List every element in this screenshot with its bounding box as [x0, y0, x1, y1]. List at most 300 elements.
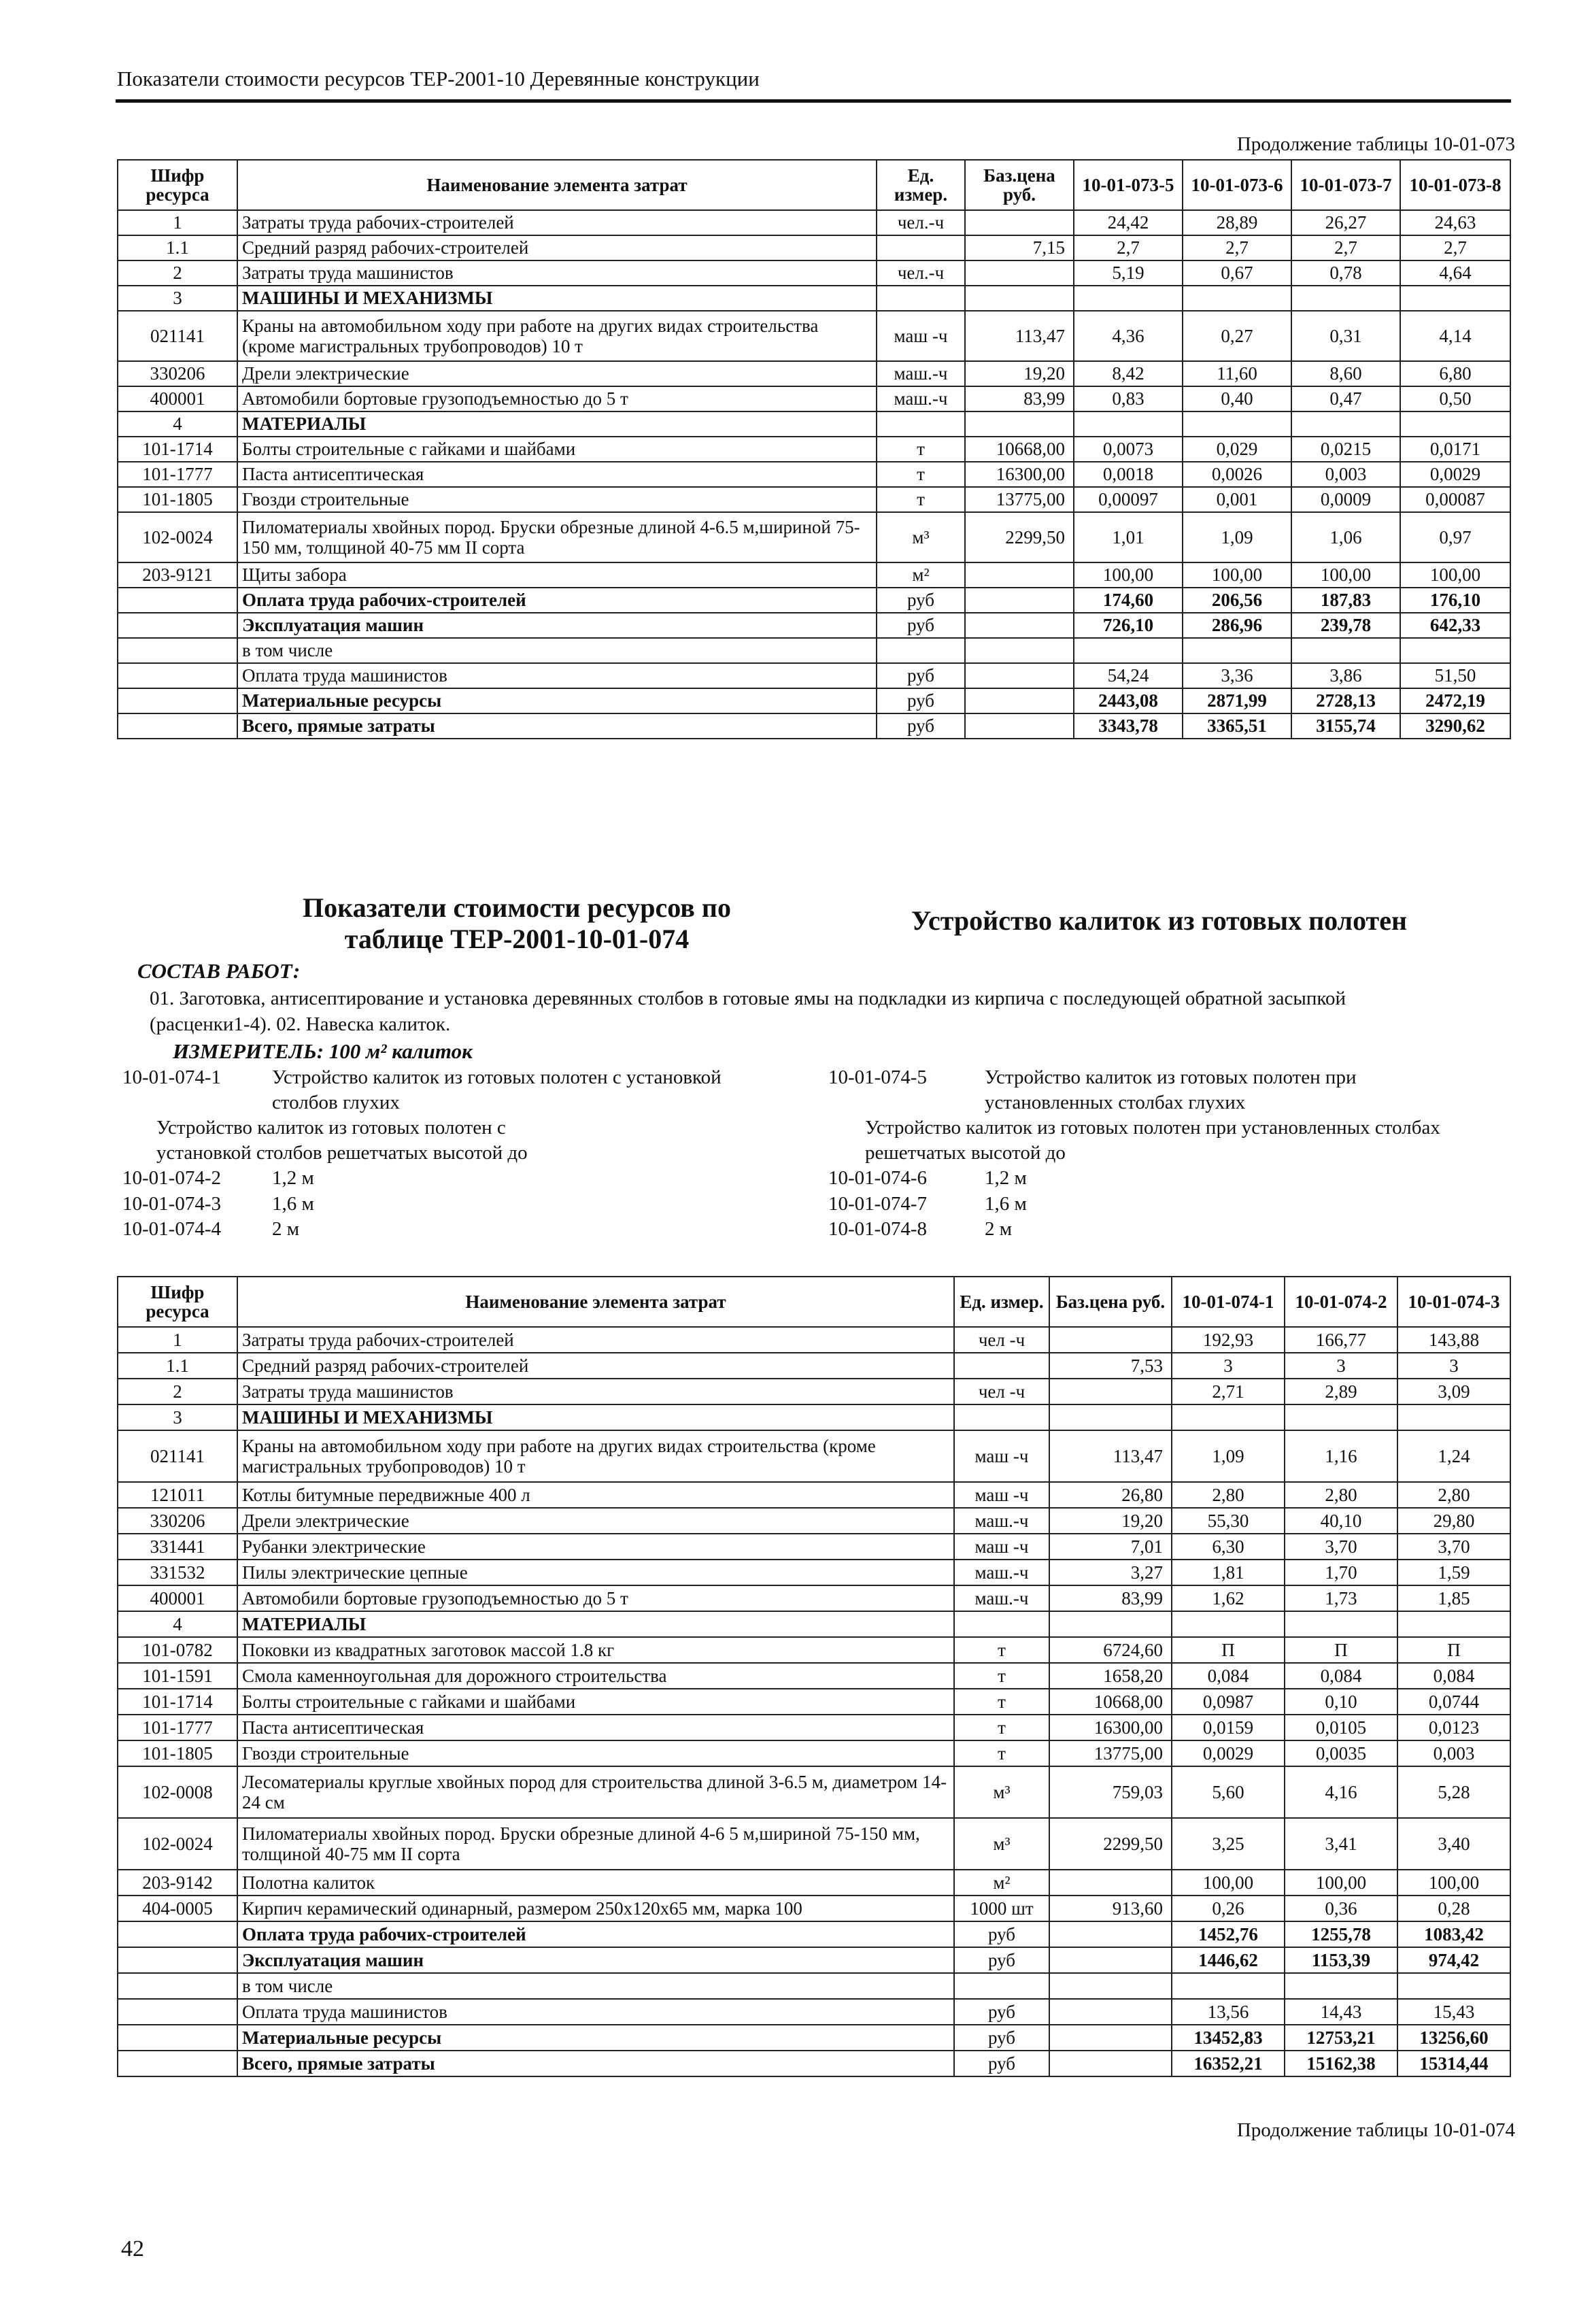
column-header: 10-01-073-6	[1183, 160, 1291, 210]
column-header: Наименование элемента затрат	[237, 160, 877, 210]
cell-base-price	[965, 688, 1074, 713]
cell-code: 331532	[118, 1560, 237, 1585]
table-row	[118, 1404, 1510, 1430]
cell-value	[1183, 286, 1291, 311]
section-title-right: Устройство калиток из готовых полотен	[911, 905, 1408, 936]
cell-value: 4,64	[1400, 260, 1510, 286]
norm-intro: Устройство калиток из готовых полотен с установкой столбов решетчатых высотой до	[156, 1117, 528, 1164]
cell-value: 3365,51	[1183, 713, 1291, 739]
cell-name: Дрели электрические	[237, 1508, 954, 1534]
cell-code: 331441	[118, 1534, 237, 1560]
cell-value: 1,85	[1397, 1585, 1510, 1611]
cell-value: 4,36	[1074, 311, 1183, 361]
cell-value: 4,14	[1400, 311, 1510, 361]
norm-code: 10-01-074-1	[122, 1066, 221, 1088]
cell-code: 404-0005	[118, 1896, 237, 1921]
table-row	[118, 1766, 1510, 1818]
table-row	[118, 1534, 1510, 1560]
cell-name: Пилы электрические цепные	[237, 1560, 954, 1585]
cell-base-price: 113,47	[965, 311, 1074, 361]
cell-base-price	[1049, 1947, 1172, 1973]
cell-code: 400001	[118, 1585, 237, 1611]
cell-code: 101-0782	[118, 1637, 237, 1663]
cell-base-price: 13775,00	[965, 487, 1074, 512]
cell-value: 1446,62	[1172, 1947, 1285, 1973]
cell-name: Рубанки электрические	[237, 1534, 954, 1560]
cell-value	[1183, 638, 1291, 663]
norm-code: 10-01-074-3	[122, 1192, 221, 1215]
cell-name: Дрели электрические	[237, 361, 877, 386]
table-row	[118, 1508, 1510, 1534]
cell-value: 3,36	[1183, 663, 1291, 688]
cell-value: 0,003	[1397, 1740, 1510, 1766]
table-row	[118, 1482, 1510, 1508]
cell-value: 15,43	[1397, 1999, 1510, 2025]
cell-value: 0,67	[1183, 260, 1291, 286]
page-number: 42	[121, 2236, 144, 2261]
cell-code: 101-1805	[118, 1740, 237, 1766]
table-row	[118, 1689, 1510, 1715]
table-row	[118, 613, 1510, 638]
cell-base-price	[965, 588, 1074, 613]
cell-unit	[954, 1611, 1049, 1637]
cell-name: Гвозди строительные	[237, 487, 877, 512]
cell-name: Гвозди строительные	[237, 1740, 954, 1766]
cell-unit: маш.-ч	[954, 1560, 1049, 1585]
table-row	[118, 1715, 1510, 1740]
cell-value: 1,06	[1291, 512, 1400, 562]
cell-value: 0,28	[1397, 1896, 1510, 1921]
cell-base-price	[965, 562, 1074, 588]
table-row	[118, 638, 1510, 663]
cell-unit: маш -ч	[954, 1430, 1049, 1482]
cell-code	[118, 1947, 237, 1973]
cell-value	[1397, 1611, 1510, 1637]
table-row	[118, 1637, 1510, 1663]
norm-code: 10-01-074-2	[122, 1167, 221, 1190]
cell-code: 101-1777	[118, 462, 237, 487]
cell-unit: м²	[877, 562, 965, 588]
norm-code: 10-01-074-6	[828, 1167, 927, 1190]
cell-base-price	[1049, 1404, 1172, 1430]
norm-text: Устройство калиток из готовых полотен с установкой столбов глухих	[272, 1066, 722, 1114]
cell-value: 0,0026	[1183, 462, 1291, 487]
cell-name: Пиломатериалы хвойных пород. Бруски обрезные длиной 4-6 5 м,шириной 75-150 мм, толщиной 40-75 мм II сорта	[237, 1818, 954, 1870]
cell-code: 1	[118, 210, 237, 235]
cell-code: 330206	[118, 1508, 237, 1534]
cell-name: Паста антисептическая	[237, 462, 877, 487]
norm-code: 10-01-074-7	[828, 1192, 927, 1215]
cell-value: 642,33	[1400, 613, 1510, 638]
cell-code: 102-0024	[118, 1818, 237, 1870]
cell-base-price: 913,60	[1049, 1896, 1172, 1921]
resource-table-074	[117, 1276, 1511, 2077]
cell-unit	[877, 235, 965, 260]
cell-value	[1172, 1973, 1285, 1999]
cell-name: Краны на автомобильном ходу при работе на других видах строительства (кроме магистральных трубопроводов) 10 т	[237, 311, 877, 361]
cell-value: 2472,19	[1400, 688, 1510, 713]
cell-base-price	[1049, 2025, 1172, 2051]
cell-value: 1083,42	[1397, 1921, 1510, 1947]
column-header: Наименование элемента затрат	[237, 1277, 954, 1327]
cell-value: 15162,38	[1285, 2051, 1397, 2076]
cell-base-price	[1049, 1973, 1172, 1999]
table-row	[118, 462, 1510, 487]
cell-value: 6,80	[1400, 361, 1510, 386]
cell-value: 5,60	[1172, 1766, 1285, 1818]
cell-value	[1074, 638, 1183, 663]
table-row	[118, 512, 1510, 562]
cell-value: 3343,78	[1074, 713, 1183, 739]
cell-base-price: 19,20	[1049, 1508, 1172, 1534]
cell-value: 3155,74	[1291, 713, 1400, 739]
cell-value: 3	[1397, 1353, 1510, 1379]
cell-value	[1183, 411, 1291, 437]
cell-value: 8,60	[1291, 361, 1400, 386]
cell-value: 100,00	[1183, 562, 1291, 588]
cell-value: 0,0029	[1400, 462, 1510, 487]
section-title-left: Показатели стоимости ресурсов по таблице ТЕР-2001-10-01-074	[303, 892, 731, 954]
table-row	[118, 1896, 1510, 1921]
cell-value: 24,42	[1074, 210, 1183, 235]
cell-value: 40,10	[1285, 1508, 1397, 1534]
table-row	[118, 386, 1510, 411]
norm-text: 1,2 м	[985, 1167, 1027, 1190]
cell-unit: т	[877, 487, 965, 512]
cell-value: 286,96	[1183, 613, 1291, 638]
cell-value: 1,16	[1285, 1430, 1397, 1482]
composition-text: 01. Заготовка, антисептирование и установка деревянных столбов в готовые ямы на подкладки из кирпича с последующей обратной засыпкой (расценки1-4). 02. Навеска калиток.	[150, 988, 1346, 1035]
cell-value: 2,71	[1172, 1379, 1285, 1404]
cell-unit: т	[877, 462, 965, 487]
cell-unit: чел.-ч	[877, 260, 965, 286]
column-header: 10-01-073-7	[1291, 160, 1400, 210]
cell-name: МАШИНЫ И МЕХАНИЗМЫ	[237, 1404, 954, 1430]
cell-name: Оплата труда машинистов	[237, 1999, 954, 2025]
cell-code: 101-1805	[118, 487, 237, 512]
cell-unit: руб	[877, 713, 965, 739]
cell-code	[118, 663, 237, 688]
cell-value: 13256,60	[1397, 2025, 1510, 2051]
column-header: Ед. измер.	[877, 160, 965, 210]
cell-name: Болты строительные с гайками и шайбами	[237, 1689, 954, 1715]
cell-code: 101-1714	[118, 437, 237, 462]
column-header: 10-01-074-1	[1172, 1277, 1285, 1327]
cell-base-price	[1049, 1611, 1172, 1637]
cell-value	[1400, 286, 1510, 311]
cell-value: 0,40	[1183, 386, 1291, 411]
cell-value: 726,10	[1074, 613, 1183, 638]
cell-value: 206,56	[1183, 588, 1291, 613]
cell-value: 26,27	[1291, 210, 1400, 235]
cell-value: 0,47	[1291, 386, 1400, 411]
cell-value: 55,30	[1172, 1508, 1285, 1534]
cell-base-price	[965, 713, 1074, 739]
cell-unit: т	[954, 1689, 1049, 1715]
table-header-row	[118, 1277, 1510, 1327]
cell-value: 0,0073	[1074, 437, 1183, 462]
table-row	[118, 1947, 1510, 1973]
cell-code	[118, 613, 237, 638]
cell-value: 1,09	[1183, 512, 1291, 562]
cell-value	[1074, 411, 1183, 437]
cell-base-price: 1658,20	[1049, 1663, 1172, 1689]
table-row	[118, 1379, 1510, 1404]
composition-label: СОСТАВ РАБОТ:	[137, 959, 301, 983]
table-row	[118, 1585, 1510, 1611]
norm-text: 1,6 м	[985, 1192, 1027, 1215]
column-header: Баз.цена руб.	[1049, 1277, 1172, 1327]
cell-code: 1.1	[118, 1353, 237, 1379]
table-row	[118, 411, 1510, 437]
measurement-label: ИЗМЕРИТЕЛЬ: 100 м² калиток	[173, 1039, 473, 1063]
table-row	[118, 437, 1510, 462]
cell-name: Средний разряд рабочих-строителей	[237, 1353, 954, 1379]
cell-name: Всего, прямые затраты	[237, 713, 877, 739]
cell-value: 100,00	[1074, 562, 1183, 588]
cell-unit	[877, 286, 965, 311]
cell-value	[1285, 1404, 1397, 1430]
cell-name: Паста антисептическая	[237, 1715, 954, 1740]
cell-value: 0,26	[1172, 1896, 1285, 1921]
cell-value	[1397, 1404, 1510, 1430]
cell-name: Автомобили бортовые грузоподъемностью до 5 т	[237, 1585, 954, 1611]
cell-name: Оплата труда машинистов	[237, 663, 877, 688]
cell-base-price	[965, 613, 1074, 638]
cell-value: 0,0744	[1397, 1689, 1510, 1715]
cell-unit: т	[954, 1663, 1049, 1689]
cell-unit: руб	[954, 1999, 1049, 2025]
cell-value: 100,00	[1291, 562, 1400, 588]
cell-name: МАТЕРИАЛЫ	[237, 411, 877, 437]
table-row	[118, 1740, 1510, 1766]
cell-code	[118, 2051, 237, 2076]
cell-base-price: 10668,00	[965, 437, 1074, 462]
cell-value: 0,084	[1285, 1663, 1397, 1689]
norm-text: 1,2 м	[272, 1167, 314, 1190]
cell-base-price: 759,03	[1049, 1766, 1172, 1818]
cell-value: 100,00	[1400, 562, 1510, 588]
cell-value: 0,0159	[1172, 1715, 1285, 1740]
column-header: Шифр ресурса	[118, 160, 237, 210]
cell-value	[1291, 286, 1400, 311]
cell-base-price	[1049, 1379, 1172, 1404]
cell-unit: руб	[877, 588, 965, 613]
cell-code: 101-1591	[118, 1663, 237, 1689]
cell-base-price: 113,47	[1049, 1430, 1172, 1482]
cell-value: 0,0035	[1285, 1740, 1397, 1766]
cell-base-price: 16300,00	[1049, 1715, 1172, 1740]
norm-intro: Устройство калиток из готовых полотен при установленных столбах решетчатых высотой до	[865, 1117, 1440, 1164]
table-row	[118, 311, 1510, 361]
cell-value: 3290,62	[1400, 713, 1510, 739]
cell-value: 0,0123	[1397, 1715, 1510, 1740]
cell-base-price: 83,99	[965, 386, 1074, 411]
cell-value: 0,0029	[1172, 1740, 1285, 1766]
cell-code: 102-0024	[118, 512, 237, 562]
cell-unit: руб	[877, 688, 965, 713]
cell-value: 5,28	[1397, 1766, 1510, 1818]
norm-list-left	[122, 1065, 755, 1242]
table-row	[118, 487, 1510, 512]
cell-value: 28,89	[1183, 210, 1291, 235]
cell-base-price	[1049, 1999, 1172, 2025]
norm-code: 10-01-074-4	[122, 1217, 221, 1240]
norm-list-right	[828, 1065, 1481, 1242]
cell-unit: т	[954, 1637, 1049, 1663]
continuation-note-top: Продолжение таблицы 10-01-073	[1236, 133, 1515, 155]
cell-value	[1074, 286, 1183, 311]
cell-code: 3	[118, 286, 237, 311]
table-row	[118, 1999, 1510, 2025]
cell-base-price	[1049, 1921, 1172, 1947]
cell-value: 3,25	[1172, 1818, 1285, 1870]
cell-code: 4	[118, 411, 237, 437]
cell-base-price: 26,80	[1049, 1482, 1172, 1508]
cell-base-price	[1049, 1870, 1172, 1896]
cell-unit: м³	[954, 1766, 1049, 1818]
cell-value	[1285, 1611, 1397, 1637]
cell-base-price: 7,53	[1049, 1353, 1172, 1379]
cell-unit: чел.-ч	[877, 210, 965, 235]
table-row	[118, 588, 1510, 613]
table-row	[118, 688, 1510, 713]
cell-unit: руб	[877, 663, 965, 688]
cell-value: 2871,99	[1183, 688, 1291, 713]
cell-name: Краны на автомобильном ходу при работе на других видах строительства (кроме магистральных трубопроводов) 10 т	[237, 1430, 954, 1482]
column-header: Баз.цена руб.	[965, 160, 1074, 210]
cell-name: Полотна калиток	[237, 1870, 954, 1896]
table-row	[118, 361, 1510, 386]
table-row	[118, 286, 1510, 311]
cell-value: 16352,21	[1172, 2051, 1285, 2076]
cell-name: Оплата труда рабочих-строителей	[237, 1921, 954, 1947]
cell-value: 0,084	[1172, 1663, 1285, 1689]
cell-value: 3,40	[1397, 1818, 1510, 1870]
cell-code	[118, 588, 237, 613]
cell-name: Материальные ресурсы	[237, 688, 877, 713]
cell-base-price	[965, 210, 1074, 235]
cell-value: 2,80	[1285, 1482, 1397, 1508]
cell-value: 0,27	[1183, 311, 1291, 361]
table-row	[118, 562, 1510, 588]
cell-value: 29,80	[1397, 1508, 1510, 1534]
cell-unit: руб	[954, 1947, 1049, 1973]
cell-value: П	[1285, 1637, 1397, 1663]
cell-unit: 1000 шт	[954, 1896, 1049, 1921]
cell-value: 100,00	[1285, 1870, 1397, 1896]
cell-value	[1285, 1973, 1397, 1999]
cell-value: 239,78	[1291, 613, 1400, 638]
cell-value: 974,42	[1397, 1947, 1510, 1973]
cell-base-price	[1049, 1327, 1172, 1353]
cell-value: 6,30	[1172, 1534, 1285, 1560]
cell-unit: маш.-ч	[877, 386, 965, 411]
cell-unit: маш -ч	[877, 311, 965, 361]
cell-value	[1397, 1973, 1510, 1999]
cell-value: П	[1397, 1637, 1510, 1663]
cell-value: 1,81	[1172, 1560, 1285, 1585]
cell-value: 1,70	[1285, 1560, 1397, 1585]
cell-value: 100,00	[1172, 1870, 1285, 1896]
cell-value: 187,83	[1291, 588, 1400, 613]
cell-name: Затраты труда машинистов	[237, 1379, 954, 1404]
cell-name: Эксплуатация машин	[237, 1947, 954, 1973]
cell-value: 3,70	[1397, 1534, 1510, 1560]
cell-value: 0,97	[1400, 512, 1510, 562]
cell-code: 4	[118, 1611, 237, 1637]
cell-value: 0,31	[1291, 311, 1400, 361]
column-header: Ед. измер.	[954, 1277, 1049, 1327]
cell-value: 1,73	[1285, 1585, 1397, 1611]
cell-code: 102-0008	[118, 1766, 237, 1818]
cell-code: 400001	[118, 386, 237, 411]
cell-base-price	[965, 638, 1074, 663]
column-header: Шифр ресурса	[118, 1277, 237, 1327]
cell-value: 100,00	[1397, 1870, 1510, 1896]
table-row	[118, 1353, 1510, 1379]
cell-value: 176,10	[1400, 588, 1510, 613]
cell-code	[118, 713, 237, 739]
norm-text: 2 м	[985, 1217, 1013, 1240]
cell-base-price: 13775,00	[1049, 1740, 1172, 1766]
cell-unit	[954, 1353, 1049, 1379]
cell-value	[1291, 638, 1400, 663]
header-rule	[116, 99, 1511, 103]
cell-name: Автомобили бортовые грузоподъемностью до 5 т	[237, 386, 877, 411]
cell-value: 5,19	[1074, 260, 1183, 286]
cell-code: 101-1777	[118, 1715, 237, 1740]
cell-code	[118, 1999, 237, 2025]
cell-unit: маш.-ч	[877, 361, 965, 386]
cell-name: Лесоматериалы круглые хвойных пород для строительства длиной 3-6.5 м, диаметром 14-24 см	[237, 1766, 954, 1818]
norm-text: 2 м	[272, 1217, 300, 1240]
cell-value: 1,24	[1397, 1430, 1510, 1482]
cell-unit: м²	[954, 1870, 1049, 1896]
cell-code: 203-9142	[118, 1870, 237, 1896]
cell-code: 2	[118, 1379, 237, 1404]
cell-name: Материальные ресурсы	[237, 2025, 954, 2051]
cell-unit	[954, 1973, 1049, 1999]
cell-value: 2,7	[1400, 235, 1510, 260]
cell-value: 0,36	[1285, 1896, 1397, 1921]
cell-base-price: 10668,00	[1049, 1689, 1172, 1715]
cell-value: 3,70	[1285, 1534, 1397, 1560]
cell-unit: маш.-ч	[954, 1585, 1049, 1611]
cell-code	[118, 638, 237, 663]
cell-code: 021141	[118, 311, 237, 361]
table-row	[118, 1663, 1510, 1689]
cell-code: 2	[118, 260, 237, 286]
cell-base-price: 2299,50	[965, 512, 1074, 562]
norm-text: Устройство калиток из готовых полотен при установленных столбах глухих	[985, 1066, 1357, 1114]
cell-value: 14,43	[1285, 1999, 1397, 2025]
cell-value: 0,00087	[1400, 487, 1510, 512]
cell-value: 0,0009	[1291, 487, 1400, 512]
cell-value: 2,80	[1397, 1482, 1510, 1508]
cell-value: 3	[1285, 1353, 1397, 1379]
cell-unit: руб	[954, 1921, 1049, 1947]
norm-code: 10-01-074-8	[828, 1217, 927, 1240]
cell-value: 192,93	[1172, 1327, 1285, 1353]
cell-name: в том числе	[237, 1973, 954, 1999]
table-header-row	[118, 160, 1510, 210]
cell-name: Смола каменноугольная для дорожного строительства	[237, 1663, 954, 1689]
cell-value	[1172, 1404, 1285, 1430]
column-header: 10-01-073-5	[1074, 160, 1183, 210]
cell-value: 0,10	[1285, 1689, 1397, 1715]
cell-unit: чел -ч	[954, 1379, 1049, 1404]
